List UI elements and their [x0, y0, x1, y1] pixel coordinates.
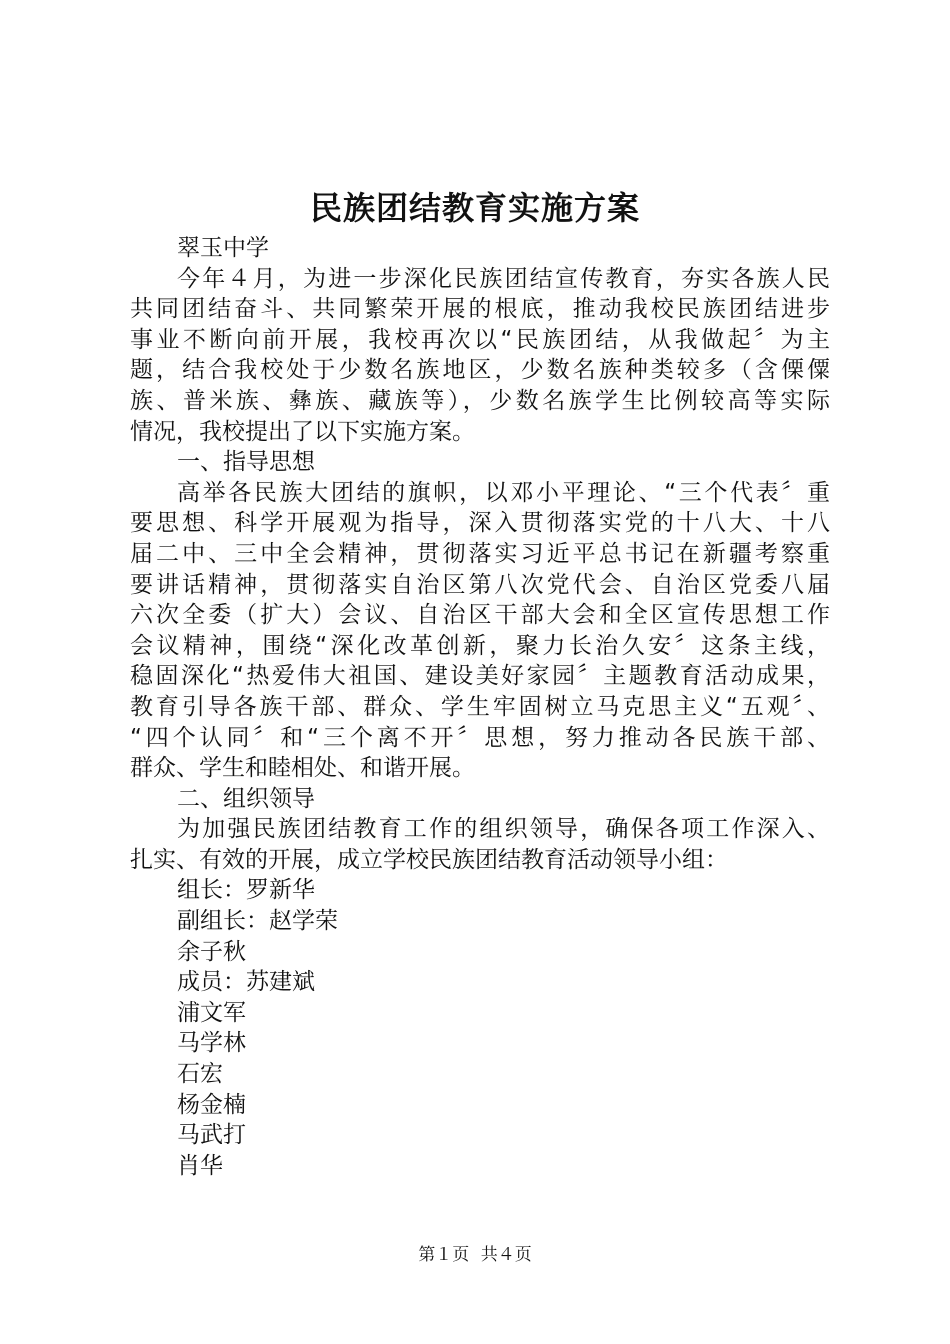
member-item: 副组长：赵学荣	[177, 908, 338, 935]
intro-line: 题，结合我校处于少数名族地区，少数名族种类较多（含傈僳	[130, 357, 830, 384]
document-title: 民族团结教育实施方案	[309, 189, 640, 227]
intro-line: 情况，我校提出了以下实施方案。	[130, 418, 475, 445]
school-name: 翠玉中学	[177, 235, 269, 261]
section1-line: 高举各民族大团结的旗帜，以邓小平理论、“三个代表〞重	[177, 479, 830, 506]
intro-line: 共同团结奋斗、共同繁荣开展的根底，推动我校民族团结进步	[130, 296, 830, 323]
page-total: 共４页	[480, 1245, 532, 1265]
member-item: 马武打	[177, 1122, 246, 1149]
section2-line: 扎实、有效的开展，成立学校民族团结教育活动领导小组：	[130, 846, 728, 873]
section-heading-organization: 二、组织领导	[177, 785, 315, 812]
member-item: 余子秋	[177, 938, 246, 965]
section1-line: 群众、学生和睦相处、和谐开展。	[130, 755, 475, 782]
intro-line: 族、普米族、彝族、藏族等），少数名族学生比例较高等实际	[130, 387, 830, 414]
section1-line: 稳固深化“热爱伟大祖国、建设美好家园〞主题教育活动成果，	[130, 663, 830, 690]
section1-line: 要思想、科学开展观为指导，深入贯彻落实党的十八大、十八	[130, 510, 830, 537]
member-item: 杨金楠	[177, 1091, 246, 1118]
member-item: 组长：罗新华	[177, 877, 315, 904]
section1-line: 会议精神，围绕“深化改革创新，聚力长治久安〞这条主线，	[130, 632, 830, 659]
page-footer	[0, 1244, 950, 1266]
page-number: 第１页	[418, 1245, 470, 1265]
section-heading-guiding-ideology: 一、指导思想	[177, 449, 315, 476]
member-item: 肖华	[177, 1152, 223, 1179]
member-item: 成员：苏建斌	[177, 969, 315, 996]
section1-line: 六次全委（扩大）会议、自治区干部大会和全区宣传思想工作	[130, 602, 830, 629]
section1-line: 教育引导各族干部、群众、学生牢固树立马克思主义“五观〞、	[130, 693, 830, 720]
section1-line: 要讲话精神，贯彻落实自治区第八次党代会、自治区党委八届	[130, 571, 830, 598]
section1-line: 届二中、三中全会精神，贯彻落实习近平总书记在新疆考察重	[130, 540, 830, 567]
intro-line: 今年４月，为进一步深化民族团结宣传教育，夯实各族人民	[177, 265, 830, 292]
section1-line: “四个认同〞和“三个离不开〞思想，努力推动各民族干部、	[130, 724, 830, 751]
section2-line: 为加强民族团结教育工作的组织领导，确保各项工作深入、	[177, 816, 830, 843]
member-item: 马学林	[177, 1030, 246, 1057]
member-item: 石宏	[177, 1061, 223, 1088]
document-body	[130, 233, 830, 1181]
intro-line: 事业不断向前开展，我校再次以“民族团结，从我做起〞为主	[130, 326, 830, 353]
member-item: 浦文军	[177, 999, 246, 1026]
